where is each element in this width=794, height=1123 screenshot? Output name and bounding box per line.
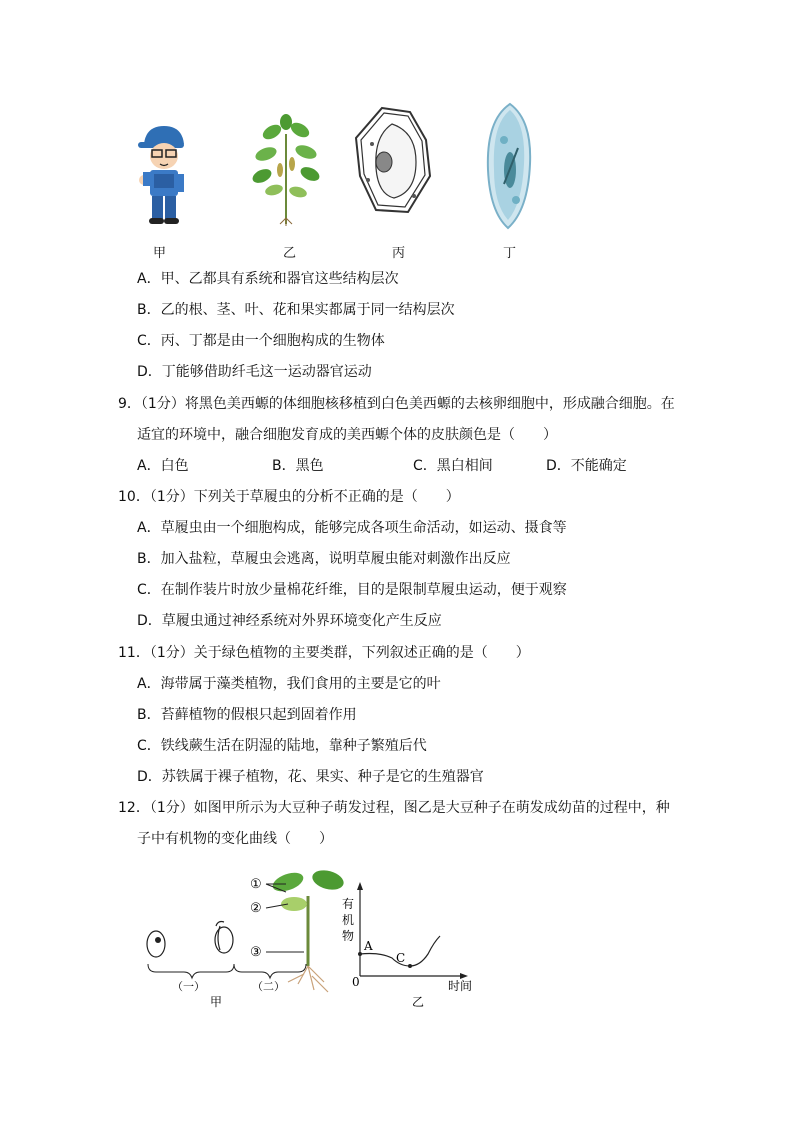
seed-stage-2-illustration	[215, 922, 233, 954]
plant-cell-illustration	[352, 106, 436, 216]
marker-2: ②	[250, 901, 262, 916]
q8-option-a: A．甲、乙都具有系统和器官这些结构层次	[137, 271, 399, 287]
q12-stem-line1: 12．（1分）如图甲所示为大豆种子萌发过程，图乙是大豆种子在萌发成幼苗的过程中，种	[118, 800, 670, 816]
q9-option-c: C．黑白相间	[413, 458, 493, 474]
stage-label-2: （二）	[252, 980, 285, 993]
plant-figure-yi	[248, 114, 324, 226]
figure-label-jia: 甲	[153, 246, 167, 261]
q10-option-d: D．草履虫通过神经系统对外界环境变化产生反应	[137, 613, 442, 629]
x-axis-label: 时间	[448, 979, 473, 993]
origin-label: 0	[352, 975, 360, 989]
q11-option-c: C．铁线蕨生活在阴湿的陆地，靠种子繁殖后代	[137, 738, 427, 754]
cell-figure-bing	[352, 106, 436, 216]
seed-stage-1-illustration	[147, 931, 165, 957]
q10-option-c: C．在制作装片时放少量棉花纤维，目的是限制草履虫运动，便于观察	[137, 582, 567, 598]
marker-1: ①	[250, 877, 262, 892]
organic-matter-graph	[357, 882, 468, 979]
figure-label-yi: 乙	[283, 246, 297, 261]
figure-label-yi-12: 乙	[412, 995, 425, 1009]
q12-figure	[138, 866, 478, 1010]
q10-option-b: B．加入盐粒，草履虫会逃离，说明草履虫能对刺激作出反应	[137, 551, 511, 567]
q11-option-b: B．苔藓植物的假根只起到固着作用	[137, 707, 357, 723]
q8-option-c: C．丙、丁都是由一个细胞构成的生物体	[137, 333, 385, 349]
y-axis-char-2: 机	[342, 913, 355, 927]
q8-option-d: D．丁能够借助纤毛这一运动器官运动	[137, 364, 372, 380]
q9-stem-line1: 9．（1分）将黑色美西螈的体细胞核移植到白色美西螈的去核卵细胞中，形成融合细胞。在	[118, 396, 675, 412]
q12-figure-svg	[138, 866, 478, 1010]
q10-option-a: A．草履虫由一个细胞构成，能够完成各项生命活动，如运动、摄食等	[137, 520, 567, 536]
soybean-plant-illustration	[248, 114, 324, 226]
figure-label-ding: 丁	[503, 246, 517, 261]
y-axis-char-1: 有	[342, 897, 355, 911]
q9-option-a: A．白色	[137, 458, 189, 474]
q11-option-d: D．苏铁属于裸子植物，花、果实、种子是它的生殖器官	[137, 769, 484, 785]
point-c-label: C	[396, 951, 406, 965]
q10-stem: 10．（1分）下列关于草履虫的分析不正确的是（ ）	[118, 489, 460, 505]
q11-stem: 11．（1分）关于绿色植物的主要类群，下列叙述正确的是（ ）	[118, 645, 530, 661]
marker-3: ③	[250, 945, 262, 960]
q9-option-b: B．黑色	[272, 458, 324, 474]
stage-label-1: （一）	[172, 980, 205, 993]
seedling-illustration	[266, 867, 346, 992]
paramecium-illustration	[480, 100, 538, 232]
q12-stem-line2: 子中有机物的变化曲线（ ）	[137, 831, 333, 847]
y-axis-char-3: 物	[342, 929, 355, 943]
person-figure-jia	[134, 122, 194, 230]
q9-stem-line2: 适宜的环境中，融合细胞发育成的美西螈个体的皮肤颜色是（ ）	[137, 427, 557, 443]
q11-option-a: A．海带属于藻类植物，我们食用的主要是它的叶	[137, 676, 441, 692]
paramecium-figure-ding	[480, 100, 538, 232]
figure-label-jia-12: 甲	[210, 995, 223, 1009]
point-a-label: A	[364, 939, 373, 953]
q8-option-b: B．乙的根、茎、叶、花和果实都属于同一结构层次	[137, 302, 455, 318]
figure-label-bing: 丙	[392, 246, 406, 261]
person-illustration	[134, 122, 194, 230]
q9-option-d: D．不能确定	[546, 458, 627, 474]
